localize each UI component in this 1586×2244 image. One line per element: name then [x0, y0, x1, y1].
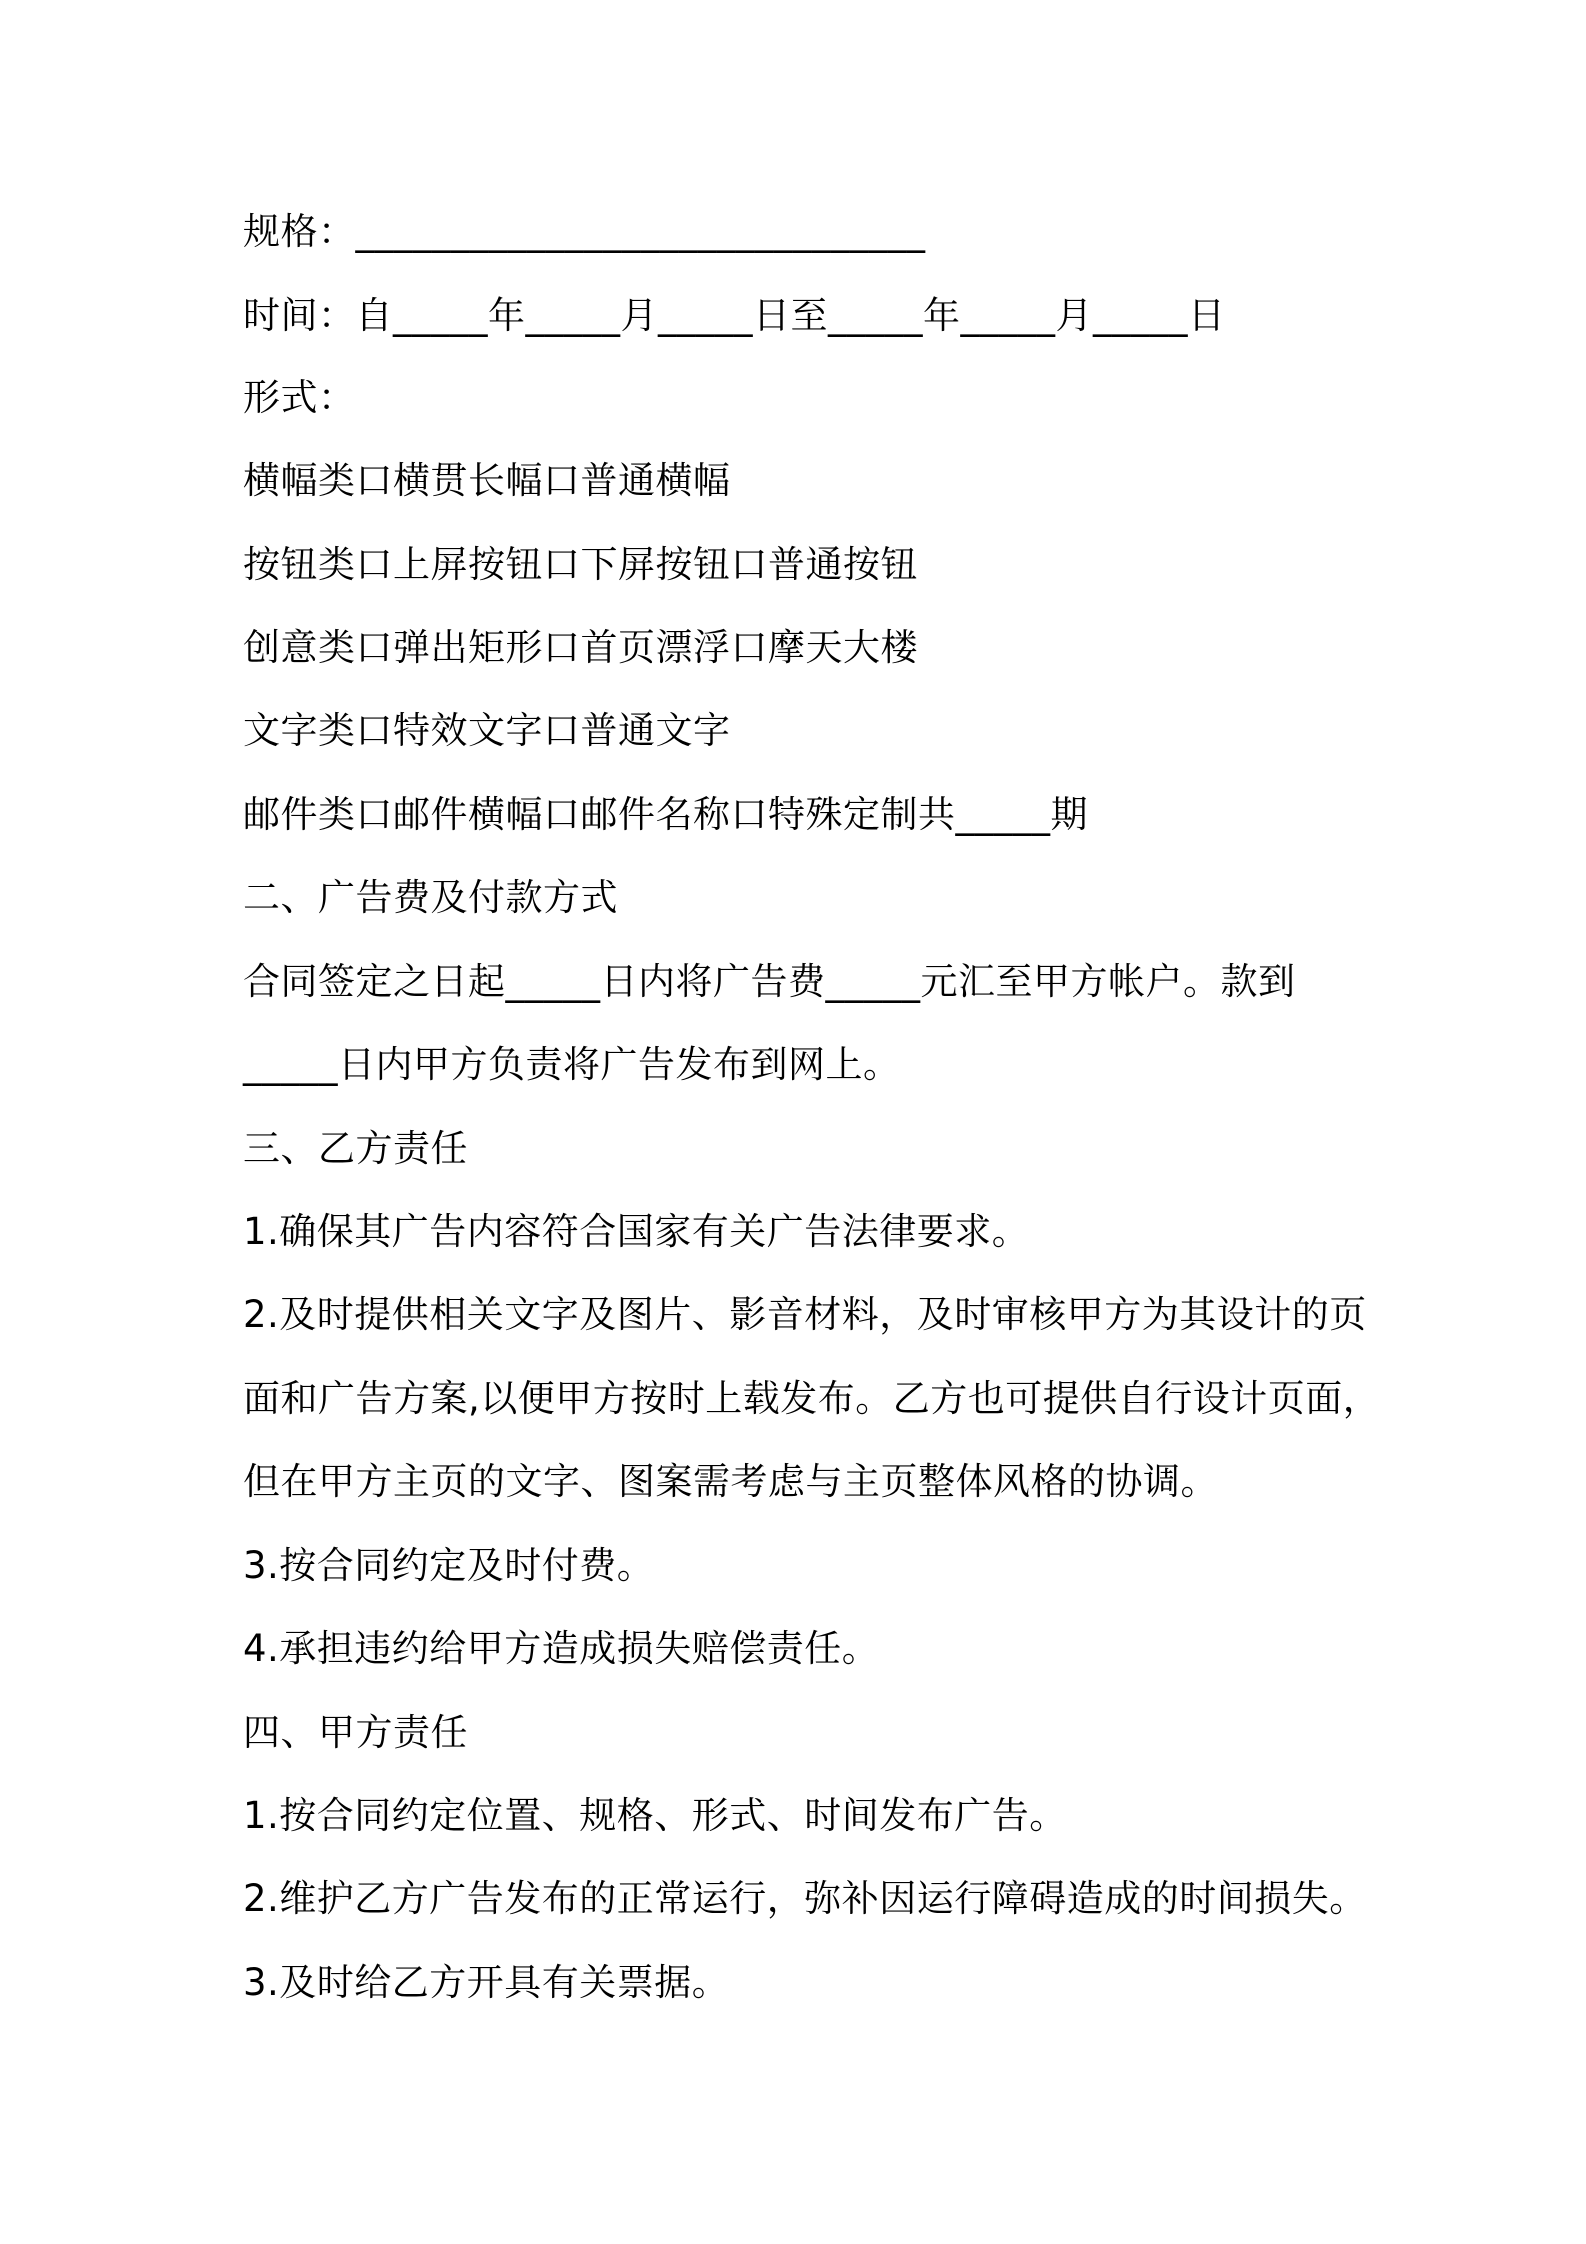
spec-line: 规格：______________________________: [243, 210, 926, 253]
party-b-item-3: 3.按合同约定及时付费。: [243, 1544, 655, 1587]
button-options: 按钮类口上屏按钮口下屏按钮口普通按钮: [243, 543, 918, 586]
party-b-item-4: 4.承担违约给甲方造成损失赔偿责任。: [243, 1627, 880, 1670]
time-line: 时间：自_____年_____月_____日至_____年_____月_____日: [243, 294, 1226, 337]
banner-options: 横幅类口横贯长幅口普通横幅: [243, 459, 731, 502]
text-options: 文字类口特效文字口普通文字: [243, 709, 731, 752]
party-b-item-2-line-2: 面和广告方案,以便甲方按时上载发布。乙方也可提供自行设计页面，: [243, 1377, 1381, 1420]
section-heading-party-b: 三、乙方责任: [243, 1127, 468, 1170]
payment-clause-2: _____日内甲方负责将广告发布到网上。: [243, 1043, 901, 1086]
section-heading-party-a: 四、甲方责任: [243, 1711, 468, 1754]
mail-options: 邮件类口邮件横幅口邮件名称口特殊定制共_____期: [243, 793, 1088, 836]
party-b-item-2-line-1: 2.及时提供相关文字及图片、影音材料，及时审核甲方为其设计的页: [243, 1293, 1367, 1336]
party-b-item-2-line-3: 但在甲方主页的文字、图案需考虑与主页整体风格的协调。: [243, 1460, 1218, 1503]
form-label: 形式：: [243, 376, 356, 419]
party-b-item-1: 1.确保其广告内容符合国家有关广告法律要求。: [243, 1210, 1030, 1253]
party-a-item-2: 2.维护乙方广告发布的正常运行，弥补因运行障碍造成的时间损失。: [243, 1877, 1367, 1920]
creative-options: 创意类口弹出矩形口首页漂浮口摩天大楼: [243, 626, 918, 669]
party-a-item-3: 3.及时给乙方开具有关票据。: [243, 1961, 730, 2004]
section-heading-fees: 二、广告费及付款方式: [243, 876, 618, 919]
payment-clause-1: 合同签定之日起_____日内将广告费_____元汇至甲方帐户。款到: [243, 960, 1296, 1003]
party-a-item-1: 1.按合同约定位置、规格、形式、时间发布广告。: [243, 1794, 1067, 1837]
